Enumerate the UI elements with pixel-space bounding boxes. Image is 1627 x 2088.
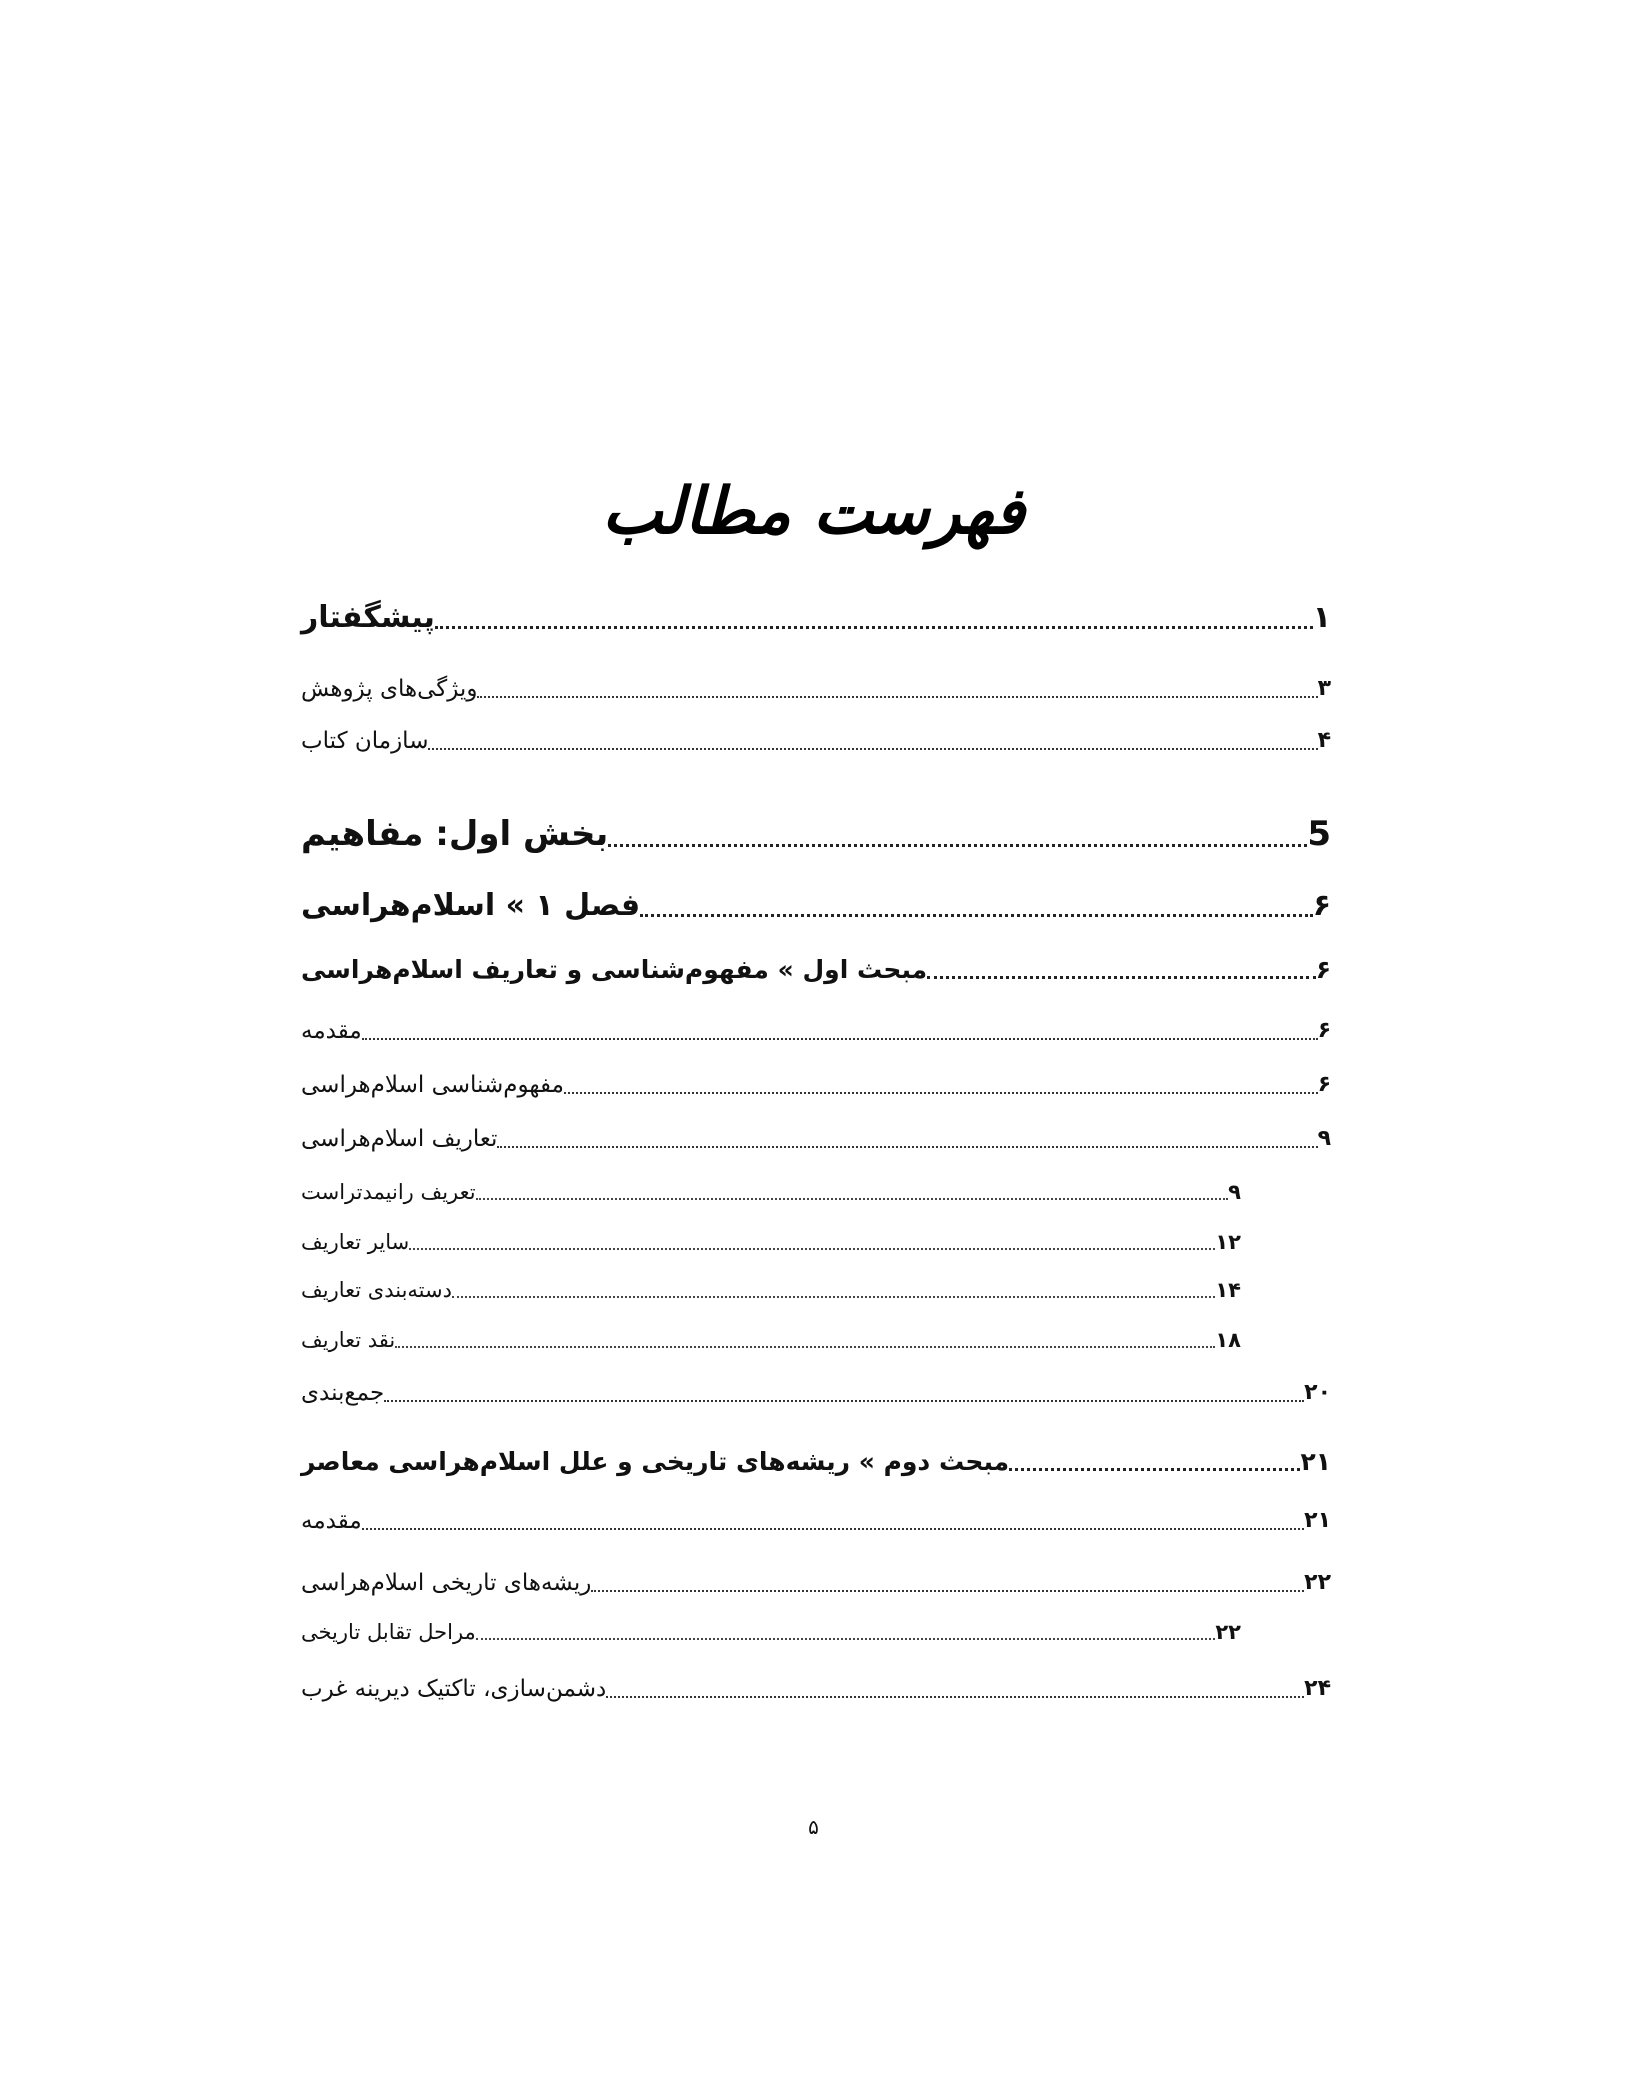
toc-entry-page: 5 [1307,814,1331,854]
page-title: فهرست مطالب [602,474,1025,549]
toc-entry-label: دسته‌بندی تعاریف [301,1278,452,1302]
dot-leader [606,1696,1304,1698]
toc-entry-label: مقدمه [301,1508,362,1534]
toc-entry-label: مفهوم‌شناسی اسلام‌هراسی [301,1072,564,1098]
dot-leader [476,1638,1216,1640]
toc-entry-label: مقدمه [301,1018,362,1044]
toc-entry-label: ویژگی‌های پژوهش [301,676,478,702]
dot-leader [428,748,1317,750]
toc-entry-page: ۳ [1317,676,1331,701]
dot-leader [477,696,1317,698]
toc-entry-label: بخش اول: مفاهیم [301,814,609,854]
toc-entry-label: جمع‌بندی [301,1380,385,1406]
toc-entry-part[interactable] [295,812,1333,856]
dot-leader [640,914,1313,917]
dot-leader [1009,1468,1300,1471]
dot-leader [927,976,1316,979]
toc-entry-label: نقد تعاریف [301,1328,396,1352]
dot-leader [476,1198,1229,1200]
toc-entry-label: مبحث اول » مفهوم‌شناسی و تعاریف اسلام‌هراسی [301,955,928,984]
toc-entry-sub[interactable] [295,1324,1243,1356]
toc-entry-sub[interactable] [295,1226,1243,1258]
toc-entry-page: ۶ [1317,1072,1331,1097]
toc-entry[interactable] [295,1672,1333,1706]
toc-entry[interactable] [295,1504,1333,1538]
toc-entry-label: ریشه‌های تاریخی اسلام‌هراسی [301,1570,592,1596]
toc-entry-page: ۱۸ [1215,1328,1241,1352]
toc-entry-label: دشمن‌سازی، تاکتیک دیرینه غرب [301,1676,607,1702]
dot-leader [564,1092,1318,1094]
dot-leader [362,1038,1318,1040]
toc-entry-page: ۹ [1228,1180,1241,1204]
toc-entry-sub[interactable] [295,1616,1243,1648]
toc-entry-page: ۲۱ [1300,1447,1331,1476]
toc-entry-label: سازمان کتاب [301,728,429,754]
toc-entry-page: ۱ [1312,600,1331,635]
dot-leader [409,1248,1215,1250]
toc-entry-preface[interactable] [295,598,1333,638]
toc-entry-page: ۶ [1315,955,1331,984]
dot-leader [435,626,1313,629]
toc-entry[interactable] [295,672,1333,706]
toc-entry-page: ۲۲ [1304,1570,1331,1595]
toc-entry-page: ۶ [1317,1018,1331,1043]
toc-entry-chapter[interactable] [295,886,1333,926]
toc-entry[interactable] [295,724,1333,758]
dot-leader [497,1146,1317,1148]
toc-entry-page: ۲۰ [1304,1380,1331,1405]
toc-entry-page: ۲۱ [1304,1508,1331,1533]
dot-leader [384,1400,1304,1402]
toc-entry-label: فصل ۱ » اسلام‌هراسی [301,888,641,923]
toc-entry-label: مبحث دوم » ریشه‌های تاریخی و علل اسلام‌هراسی معاصر [301,1447,1010,1476]
dot-leader [591,1590,1304,1592]
toc-entry-sub[interactable] [295,1274,1243,1306]
toc-entry-section[interactable] [295,1444,1333,1480]
toc-entry-page: ۱۲ [1215,1230,1241,1254]
toc-entry-page: ۱۴ [1215,1278,1241,1302]
toc-entry[interactable] [295,1014,1333,1048]
toc-entry[interactable] [295,1122,1333,1156]
toc-entry-page: ۲۴ [1304,1676,1331,1701]
dot-leader [452,1296,1215,1298]
toc-entry[interactable] [295,1068,1333,1102]
toc-entry-label: تعریف رانیمدتراست [301,1180,476,1204]
toc-entry-page: ۴ [1317,728,1331,753]
toc-entry-sub[interactable] [295,1176,1243,1208]
toc-entry-section[interactable] [295,952,1333,988]
dot-leader [608,844,1307,847]
dot-leader [362,1528,1304,1530]
toc-entry-label: تعاریف اسلام‌هراسی [301,1126,498,1152]
toc-entry-page: ۲۲ [1215,1620,1241,1644]
toc-entry-label: سایر تعاریف [301,1230,410,1254]
toc-entry[interactable] [295,1566,1333,1600]
toc-entry-label: مراحل تقابل تاریخی [301,1620,476,1644]
dot-leader [395,1346,1215,1348]
toc-entry-page: ۹ [1317,1126,1331,1151]
toc-entry-label: پیشگفتار [301,600,435,635]
toc-entry-page: ۶ [1312,888,1331,923]
page-number: ۵ [808,1815,819,1839]
toc-entry[interactable] [295,1376,1333,1410]
